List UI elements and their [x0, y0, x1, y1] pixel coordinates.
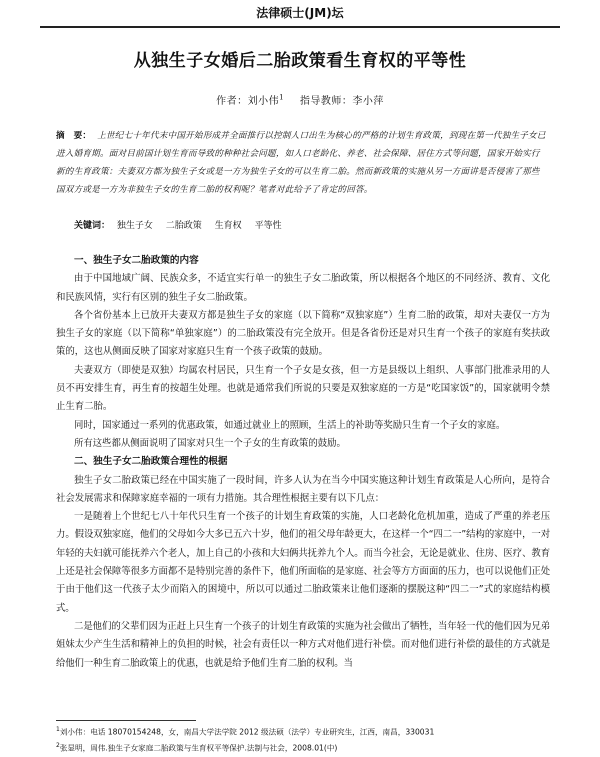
- author-name: 刘小伟: [247, 96, 280, 107]
- author-label: 作者：: [216, 96, 248, 107]
- paragraph: 独生子女二胎政策已经在中国实施了一段时间，许多人认为在当今中国实施这种计划生育政策是人心所向，是符合社会发展需求和保障家庭幸福的一项有力措施。其合理性根据主要有以下几点：: [56, 474, 550, 504]
- author: [216, 93, 285, 107]
- body-text: [56, 252, 550, 673]
- footnotes: [56, 723, 550, 754]
- footnote-2: [56, 739, 550, 755]
- keywords: [74, 219, 548, 233]
- footnote-text: 刘小伟：电话 18070154248，女，南昌大学法学院 2012 级法硕（法学）专业研究生，江西，南昌，330031: [59, 727, 435, 737]
- advisor-name: 李小萍: [352, 96, 384, 107]
- journal-header: [40, 4, 560, 28]
- section-heading-1: 一、独生子女二胎政策的内容: [74, 255, 199, 266]
- advisor-label: 指导教师：: [299, 96, 353, 107]
- section-heading-2: 二、独生子女二胎政策合理性的根据: [74, 456, 228, 468]
- header-text: 法律硕士(JM)坛: [256, 6, 344, 20]
- paragraph: 二是他们的父辈们因为正赶上只生育一个孩子的计划生育政策的实施为社会做出了牺牲，当年轻一代的他们因为兄弟姐妹太少产生生活和精神上的负担的时候，社会有责任以一种方式对他们进行补偿。而对他们进行补偿的最佳的方式就是给他们一种生育二胎政策上的优惠，也就是给予他们生育二胎的权利。当: [56, 620, 550, 669]
- footnote-mark: 2: [56, 741, 60, 749]
- keywords-label: 关键词：: [74, 221, 111, 231]
- paragraph: 一是随着上个世纪七八十年代只生育一个孩子的计划生育政策的实施，人口老龄化危机加重，造成了严重的养老压力。假设双独家庭，他们的父母如今大多已五六十岁，他们的祖父母年龄更大，在这样一个“四二一”结构的家庭中，一对年轻的夫妇就可能抚养六个老人，加上自己的小孩和大妇俩共抚养九个人。而当今社会，无论是就业、住房、医疗、教育上还是社会保障等很多方面都不是特别完善的条件下，他们所面临的是家庭、社会等方方面面的压力，也可以说他们正处于由于他们这一代孩子太少而陷入的困境中，所以可以通过二胎政策来让他们逐渐的摆脱这种“四二一”式的家庭结构模式。: [56, 511, 550, 614]
- paragraph: 由于中国地域广阔、民族众多，不适宜实行单一的独生子女二胎政策，所以根据各个地区的不同经济、教育、文化和民族风情，实行有区别的独生子女二胎政策。: [56, 273, 550, 303]
- footnote-mark: 1: [56, 726, 60, 733]
- abstract-text: 上世纪七十年代末中国开始形成并全面推行以控制人口出生为核心的严格的计划生育政策，到现在第一代独生子女已进入婚育期。面对目前国计划生育而导致的种种社会问题，如人口老龄化、养老、社会保障、居住方式等问题，国家开始实行新的生育政策：夫妻双方都为独生子女或是一方为独生子女的可以生育二胎。然而新政策的实施从另一方面讲是否侵害了那些国双方或是一方为非独生子女的生育二胎的权利呢？笔者对此给予了肯定的回答。: [56, 131, 546, 195]
- author-footnote-mark[interactable]: 1: [279, 93, 285, 102]
- paragraph: 夫妻双方（即使是双独）均属农村居民，只生育一个子女是女孩，但一方是县级以上组织、人事部门批准录用的人员不再安排生育，再生育的按超生处理。也就是通常我们所说的只要是双独家庭的一方是“吃国家饭”的，国家就明令禁止生育二胎。: [56, 364, 550, 413]
- footnote-text: 张显明，周伟.独生子女家庭二胎政策与生育权平等保护.法制与社会，2008.01(中): [59, 743, 338, 753]
- footnote-1: [56, 723, 550, 739]
- keyword: 独生子女: [116, 221, 153, 231]
- author-line: [0, 92, 600, 107]
- paragraph: 各个省份基本上已放开夫妻双方都是独生子女的家庭（以下简称“双独家庭”）生育二胎的政策，却对夫妻仅一方为独生子女的家庭（以下简称“单独家庭”）的二胎政策没有完全放开。但是各省份还是对只生育一个孩子的家庭有奖扶政策的，这也从侧面反映了国家对家庭只生育一个孩子政策的鼓励。: [56, 309, 550, 358]
- footnote-divider: [56, 720, 196, 721]
- keyword: 二胎政策: [165, 221, 202, 231]
- paper-title: 从独生子女婚后二胎政策看生育权的平等性: [133, 51, 467, 71]
- paragraph: 所有这些都从侧面说明了国家对只生一个子女的生育政策的鼓励。: [74, 437, 346, 449]
- abstract: [56, 127, 548, 199]
- abstract-label: 摘 要：: [56, 131, 92, 141]
- paragraph: 同时，国家通过一系列的优惠政策，如通过就业上的照顾，生活上的补助等奖励只生育一个子女的家庭。: [74, 419, 506, 431]
- keyword: 生育权: [214, 221, 242, 231]
- keyword: 平等性: [254, 221, 282, 231]
- advisor: [300, 96, 384, 107]
